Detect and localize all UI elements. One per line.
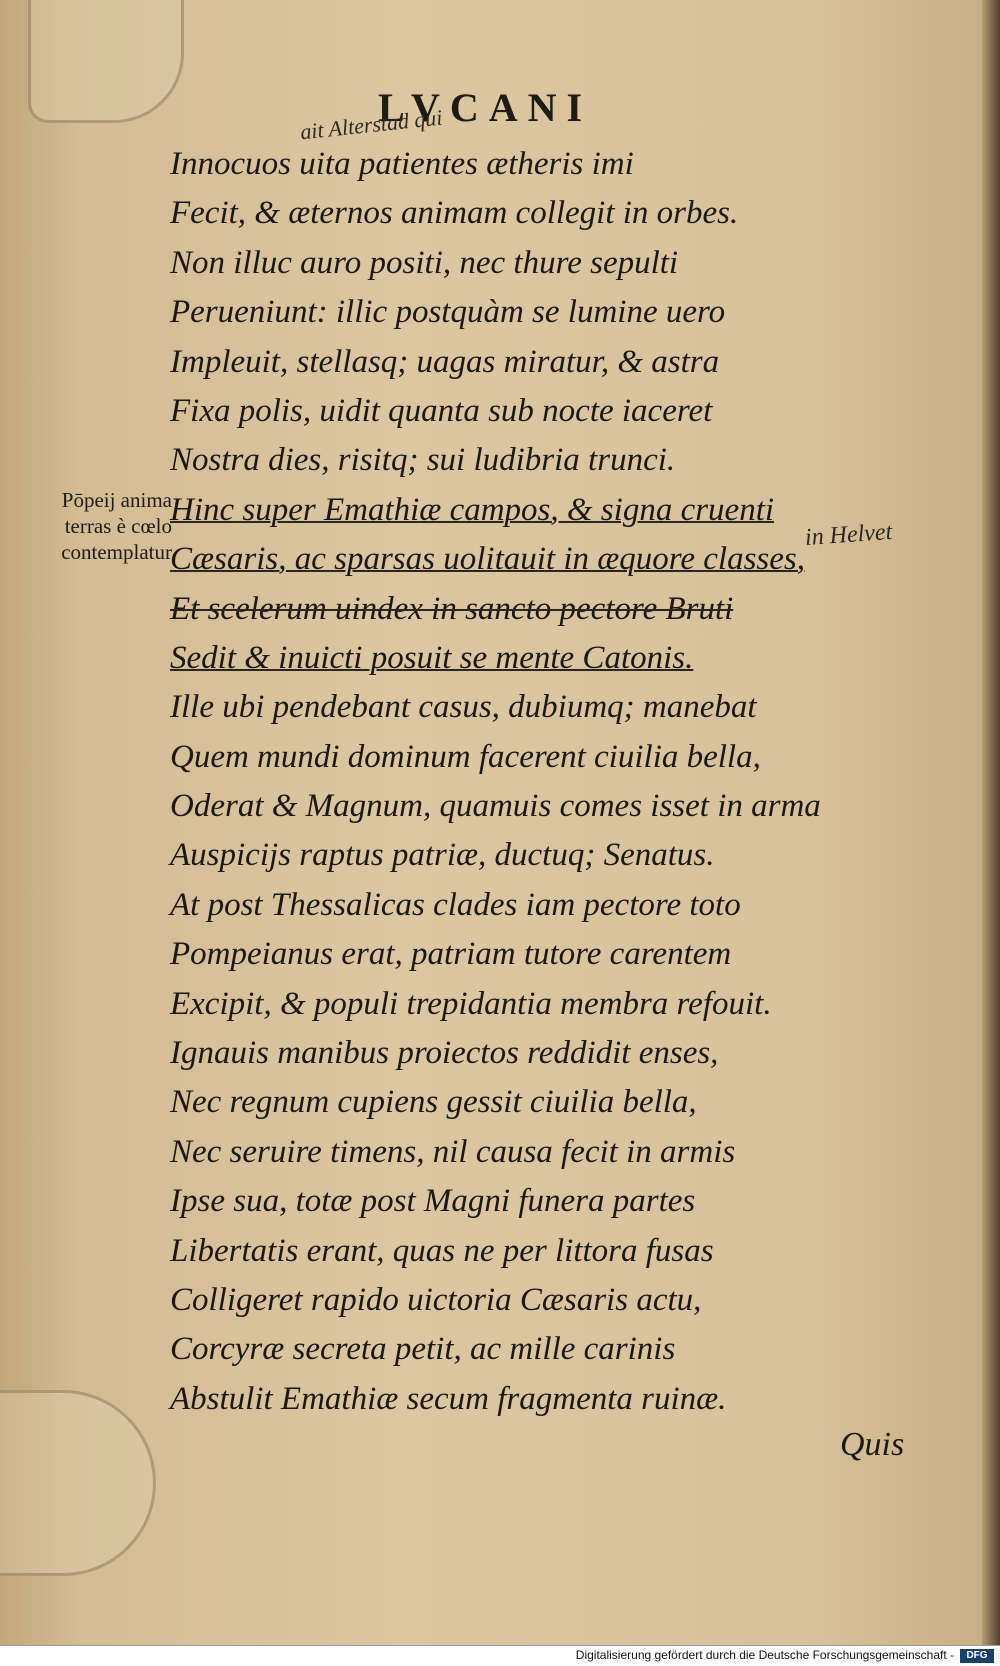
binding-edge — [982, 0, 1000, 1645]
verse-line: Perueniunt: illic postquàm se lumine uero — [170, 294, 726, 331]
verse-line: Pompeianus erat, patriam tutore carentem — [170, 936, 732, 973]
verse-line: Corcyræ secreta petit, ac mille carinis — [170, 1331, 676, 1368]
dfg-logo-icon: DFG — [960, 1649, 994, 1663]
footer-bar — [0, 1645, 1000, 1666]
footer-credit: Digitalisierung gefördert durch die Deutsche Forschungsgemeinschaft - — [575, 1648, 954, 1662]
verse-line-underlined: Sedit & inuicti posuit se mente Catonis. — [170, 639, 694, 676]
catchword: Quis — [840, 1426, 905, 1463]
verse-line: Impleuit, stellasq; uagas miratur, & astra — [170, 343, 720, 380]
verse-line: Colligeret rapido uictoria Cæsaris actu, — [170, 1281, 702, 1318]
verse-line: Fecit, & æternos animam collegit in orbes. — [170, 195, 739, 232]
verse-line: Abstulit Emathiæ secum fragmenta ruinæ. — [170, 1380, 727, 1417]
verse-line: Auspicijs raptus patriæ, ductuq; Senatus. — [170, 837, 715, 874]
margin-note-line: terras è cœlo — [64, 514, 172, 538]
verse-line: Ille ubi pendebant casus, dubiumq; manebat — [170, 689, 757, 726]
margin-note-line: contemplatur — [61, 540, 172, 564]
verse-line: Nec seruire timens, nil causa fecit in armis — [170, 1133, 736, 1170]
verse-line: Nostra dies, risitq; sui ludibria trunci. — [170, 442, 676, 479]
verse-line: Oderat & Magnum, quamuis comes isset in arma — [170, 788, 821, 825]
verse-line-underlined: Cæsaris, ac sparsas uolitauit in æquore classes, — [170, 541, 806, 578]
verse-line-underlined: Hinc super Emathiæ campos, & signa cruenti — [170, 491, 775, 528]
running-head: LVCANI — [378, 85, 593, 130]
verse-line: Ignauis manibus proiectos reddidit enses, — [170, 1035, 719, 1072]
page-clip-top — [28, 0, 184, 123]
interlinear-annotation: ait Alterstad qui — [299, 104, 444, 145]
page-clip-bottom — [0, 1390, 156, 1576]
verse-line: Fixa polis, uidit quanta sub nocte iaceret — [170, 392, 713, 429]
verse-line: Excipit, & populi trepidantia membra refouit. — [170, 985, 772, 1022]
verse-line: Ipse sua, totæ post Magni funera partes — [170, 1183, 696, 1220]
verse-line-struck: Et scelerum uindex in sancto pectore Bruti — [170, 590, 734, 627]
verse-text — [170, 140, 950, 1424]
verse-line: Innocuos uita patientes ætheris imi — [170, 146, 634, 182]
verse-line: Nec regnum cupiens gessit ciuilia bella, — [170, 1084, 697, 1121]
margin-note-left — [2, 487, 172, 565]
margin-note-line: Pōpeij anima — [61, 488, 172, 512]
verse-line: Non illuc auro positi, nec thure sepulti — [170, 244, 679, 281]
verse-line: Libertatis erant, quas ne per littora fusas — [170, 1232, 714, 1269]
verse-line: Quem mundi dominum facerent ciuilia bella, — [170, 738, 761, 775]
margin-note-right: in Helvet — [804, 518, 894, 552]
verse-line: At post Thessalicas clades iam pectore toto — [170, 886, 741, 923]
